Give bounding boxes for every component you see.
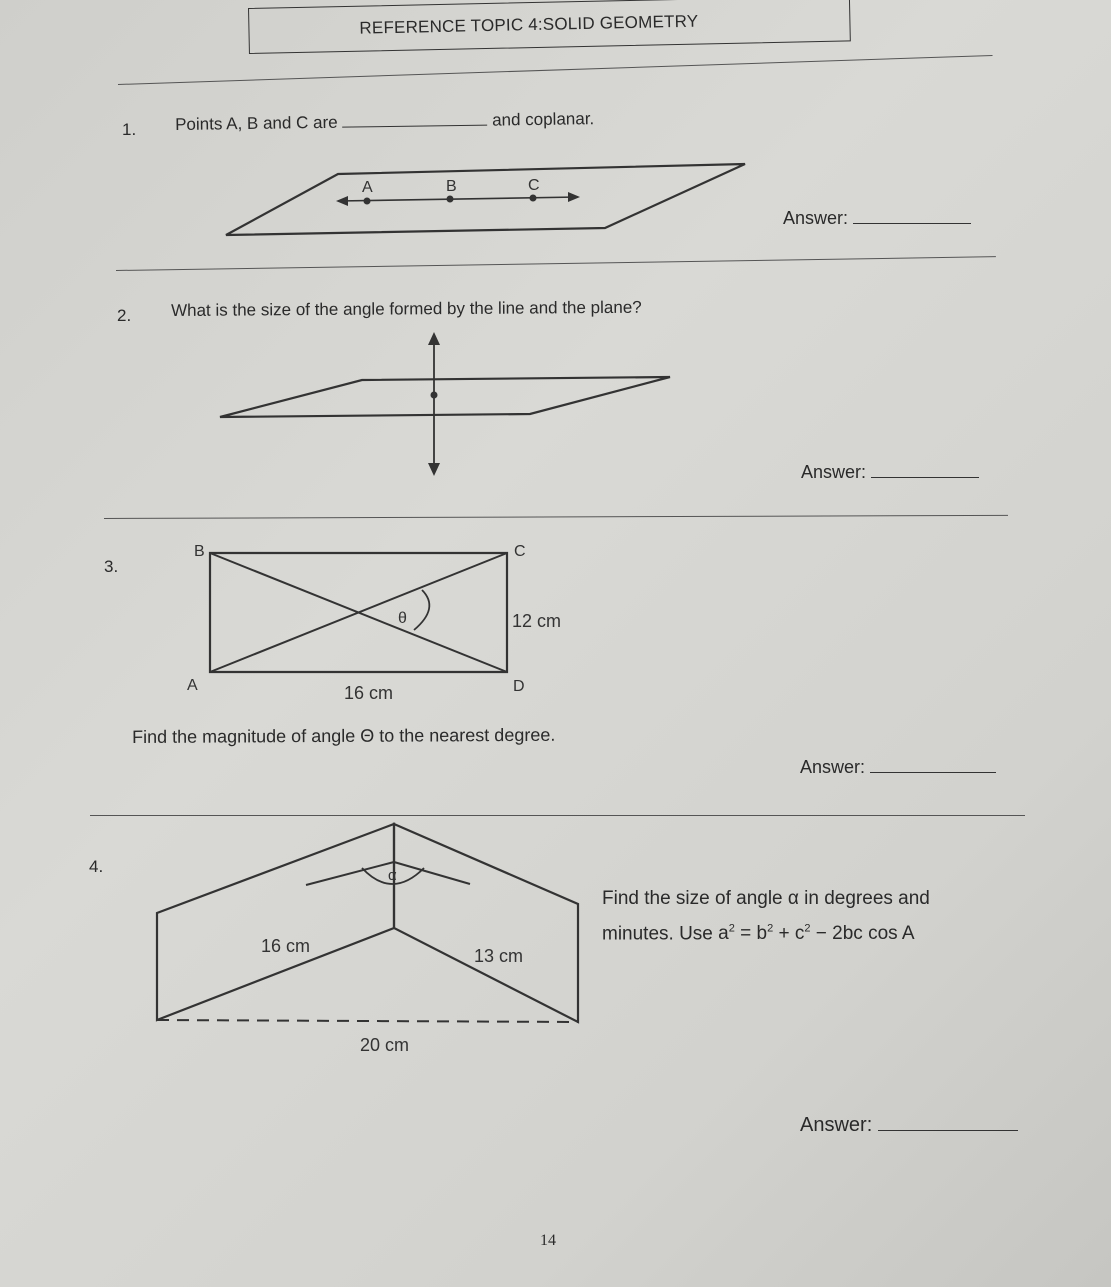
q3-angle-label: θ: [398, 610, 407, 627]
q4-left-edge-label: 16 cm: [261, 936, 311, 956]
q4-base-label: 20 cm: [360, 1035, 410, 1055]
page-number: 14: [540, 1232, 556, 1249]
title-topic: SOLID GEOMETRY: [542, 11, 699, 34]
q3-width-label: 16 cm: [344, 683, 394, 703]
q4-prompt-line2: [602, 914, 930, 949]
q4-answer-blank[interactable]: [878, 1112, 1018, 1131]
q2-answer-label: Answer:: [801, 462, 867, 482]
q4-right-face: [394, 824, 578, 1022]
q2-question: What is the size of the angle formed by the line and the plane?: [171, 297, 642, 320]
q4-prompt: [602, 884, 930, 949]
q3-prompt: Find the magnitude of angle Θ to the nearest degree.: [132, 724, 556, 747]
q4-angle-label: α: [388, 867, 397, 884]
q4-left-face: [157, 824, 394, 1020]
q1-text-before: Points A, B and C are: [175, 112, 338, 134]
q3-answer-label: Answer:: [800, 757, 866, 777]
q4-prompt-line1: Find the size of angle α in degrees and: [602, 888, 930, 909]
q1-number: 1.: [122, 120, 137, 139]
title-prefix: REFERENCE TOPIC 4:: [359, 14, 544, 38]
q4-base-dashed: [157, 1020, 578, 1022]
q3-number: 3.: [104, 557, 119, 576]
q1-answer-label: Answer:: [783, 208, 849, 228]
q2-number: 2.: [117, 306, 132, 325]
q4-number: 4.: [89, 857, 104, 876]
q3-vertex-d: D: [513, 678, 525, 695]
q1-label-a: A: [362, 179, 373, 196]
q4-answer: [800, 1112, 1018, 1137]
q3-vertex-c: C: [514, 543, 526, 560]
q1-label-b: B: [446, 178, 457, 195]
q4-answer-label: Answer:: [800, 1114, 873, 1136]
q1-text-after: and coplanar.: [491, 109, 595, 130]
q4-prompt-line2-prefix: minutes. Use: [602, 923, 719, 945]
q1-label-c: C: [528, 177, 540, 194]
q4-right-edge-label: 13 cm: [474, 946, 524, 966]
q4-formula: $a^2 = b^2 + c^2 - 2bc$ cos A: [718, 923, 915, 945]
q3-vertex-a: A: [187, 677, 198, 694]
q3-height-label: 12 cm: [512, 611, 562, 631]
q3-vertex-b: B: [194, 543, 205, 560]
